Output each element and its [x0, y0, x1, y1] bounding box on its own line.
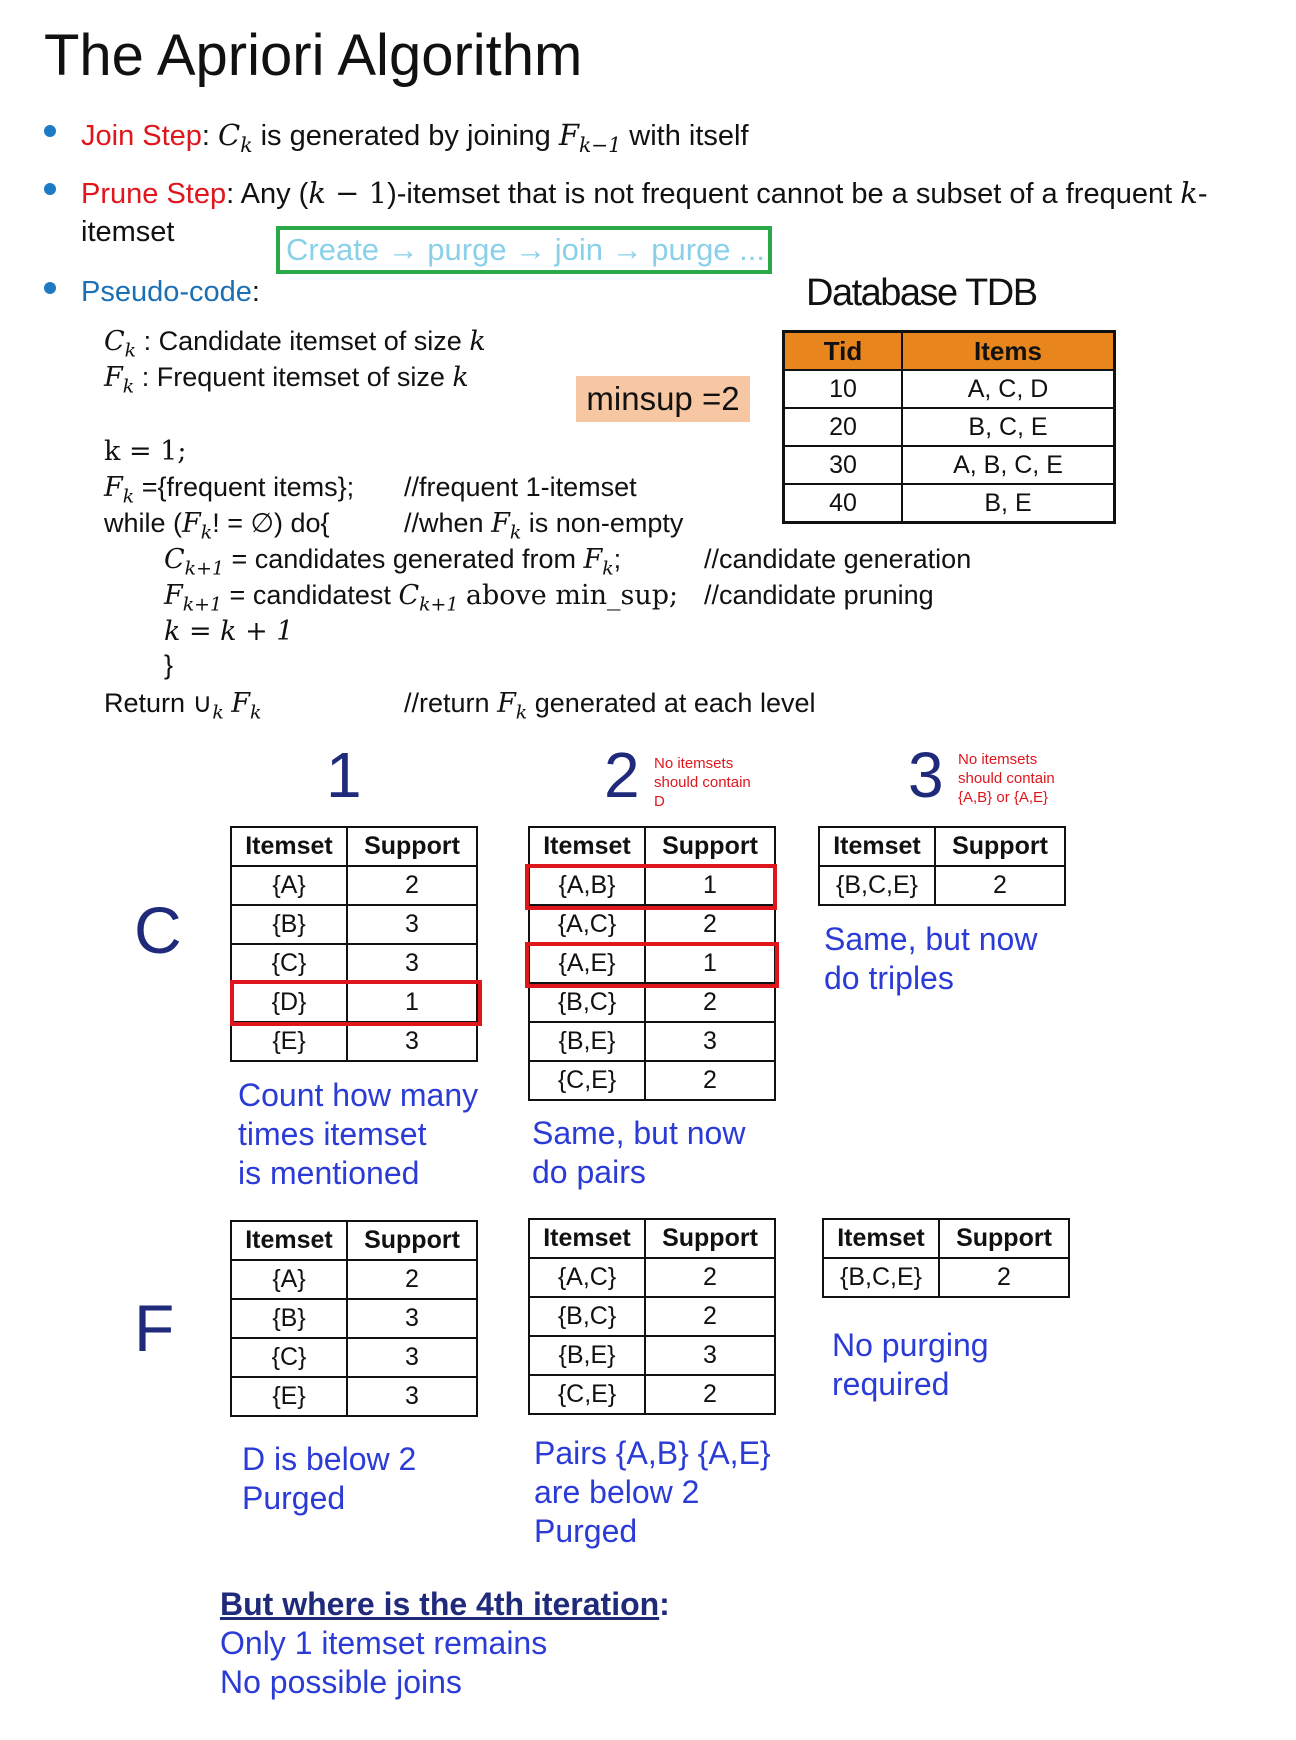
create-purge-join-box: Create → purge → join → purge ... [276, 226, 772, 274]
c2-highlight-ae [525, 942, 779, 988]
frequent-row-label: F [134, 1291, 175, 1365]
candidate-row-label: C [134, 893, 182, 967]
support-cell: 2 [347, 866, 477, 905]
items-cell: A, B, C, E [902, 446, 1115, 484]
itemset-cell: {B,E} [529, 1336, 645, 1375]
table-row [823, 1258, 1069, 1297]
c1-highlight-d [230, 980, 482, 1026]
itemset-header: Itemset [823, 1219, 939, 1258]
items-header: Items [902, 332, 1115, 371]
support-cell: 3 [347, 1338, 477, 1377]
c1-description: Count how many times itemset is mentioned [238, 1077, 479, 1191]
table-row [231, 1377, 477, 1416]
code-candidates-comment: //candidate generation [704, 544, 972, 574]
table-row [231, 1022, 477, 1061]
support-cell: 2 [347, 1260, 477, 1299]
support-cell: 2 [645, 1297, 775, 1336]
table-row [529, 1022, 775, 1061]
bullet-dot [44, 183, 56, 195]
table-row [231, 866, 477, 905]
code-return: Return $\cup_k$ $F_k$ [104, 688, 262, 724]
itemset-cell: {C,E} [529, 1061, 645, 1100]
table-row [231, 905, 477, 944]
table-row [529, 1375, 775, 1414]
code-while: while ($F_k$! = ∅) do{ [104, 508, 330, 544]
table-header-row [529, 1219, 775, 1258]
code-fk-init-comment: //frequent 1-itemset [404, 472, 637, 502]
table-row [784, 446, 1115, 484]
itemset-cell: {A,C} [529, 1258, 645, 1297]
f2-table [528, 1218, 776, 1415]
support-cell: 2 [935, 866, 1065, 905]
f3-description: No purging required [832, 1327, 989, 1402]
join-step-bullet: Join Step: $C_k$ is generated by joining $F_{k-1}$ with itself [81, 118, 749, 157]
support-cell: 3 [645, 1022, 775, 1061]
iteration-1-label: 1 [326, 739, 362, 811]
support-cell: 2 [645, 905, 775, 944]
support-cell: 2 [645, 1375, 775, 1414]
support-cell: 2 [645, 1061, 775, 1100]
c3-description: Same, but now do triples [824, 921, 1038, 996]
items-cell: B, C, E [902, 408, 1115, 446]
c2-description: Same, but now do pairs [532, 1115, 746, 1190]
itemset-cell: {A} [231, 866, 347, 905]
table-row [529, 983, 775, 1022]
c1-table [230, 826, 478, 1062]
support-header: Support [939, 1219, 1069, 1258]
support-cell: 2 [645, 1258, 775, 1297]
table-row [784, 408, 1115, 446]
table-row [529, 1336, 775, 1375]
itemset-cell: {B,C} [529, 983, 645, 1022]
join-text-b: with itself [629, 120, 749, 152]
support-header: Support [347, 827, 477, 866]
table-header-row [231, 1221, 477, 1260]
iteration-2-label: 2 [604, 739, 640, 811]
table-row [529, 1258, 775, 1297]
support-cell: 2 [939, 1258, 1069, 1297]
tid-cell: 30 [784, 446, 903, 484]
itemset-cell: {B,C,E} [819, 866, 935, 905]
support-cell: 1 [645, 944, 775, 983]
itemset-cell: {B} [231, 1299, 347, 1338]
f1-description: D is below 2 Purged [242, 1441, 417, 1516]
minsup-badge: minsup =2 [576, 376, 750, 422]
support-cell: 3 [347, 1022, 477, 1061]
items-cell: A, C, D [902, 370, 1115, 408]
code-prune-comment: //candidate pruning [704, 580, 934, 610]
ck-definition: $C_k$ : Candidate itemset of size k [104, 326, 486, 362]
f2-description: Pairs {A,B} {A,E} are below 2 Purged [534, 1435, 771, 1549]
prune-step-continued: itemset [81, 216, 175, 248]
database-tdb-title: Database TDB [806, 272, 1037, 314]
iteration-3-note: No itemsets should contain {A,B} or {A,E} [958, 751, 1055, 806]
itemset-cell: {C} [231, 944, 347, 983]
code-while-comment: //when $F_k$ is non-empty [404, 508, 684, 544]
itemset-cell: {C} [231, 1338, 347, 1377]
f3-table [822, 1218, 1070, 1298]
table-row [784, 484, 1115, 523]
table-row [231, 1299, 477, 1338]
prune-step-label: Prune Step [81, 178, 227, 210]
itemset-cell: {A,E} [529, 944, 645, 983]
itemset-cell: {A} [231, 1260, 347, 1299]
prune-step-bullet: Prune Step: Any (k − 1)-itemset that is not frequent cannot be a subset of a frequent k- [81, 176, 1208, 210]
itemset-cell: {B,E} [529, 1022, 645, 1061]
iteration-2-note: No itemsets should contain D [654, 755, 751, 810]
bullet-dot [44, 282, 56, 294]
table-header-row [784, 332, 1115, 371]
pseudo-code-label: Pseudo-code [81, 276, 252, 308]
code-fk-init: $F_k$ ={frequent items}; [104, 472, 355, 508]
table-header-row [529, 827, 775, 866]
support-cell: 1 [347, 983, 477, 1022]
table-header-row [231, 827, 477, 866]
table-row [784, 370, 1115, 408]
table-header-row [819, 827, 1065, 866]
itemset-cell: {C,E} [529, 1375, 645, 1414]
join-step-label: Join Step [81, 120, 202, 152]
code-close-brace: } [164, 650, 174, 680]
support-header: Support [645, 1219, 775, 1258]
table-header-row [823, 1219, 1069, 1258]
code-return-comment: //return $F_k$ generated at each level [404, 688, 816, 724]
support-cell: 2 [645, 983, 775, 1022]
tid-cell: 20 [784, 408, 903, 446]
tid-header: Tid [784, 332, 903, 371]
support-cell: 1 [645, 866, 775, 905]
c2-highlight-ab [525, 864, 777, 910]
code-k-increment: k = k + 1 [164, 616, 294, 647]
itemset-cell: {E} [231, 1022, 347, 1061]
bullet-dot [44, 125, 56, 137]
table-row [231, 944, 477, 983]
support-header: Support [645, 827, 775, 866]
c3-table [818, 826, 1066, 906]
itemset-cell: {E} [231, 1377, 347, 1416]
tid-cell: 40 [784, 484, 903, 523]
itemset-cell: {B,C,E} [823, 1258, 939, 1297]
iteration-3-label: 3 [908, 739, 944, 811]
itemset-header: Itemset [231, 827, 347, 866]
code-candidates: $C_{k+1}$ = candidates generated from $F_k$; [164, 544, 622, 580]
itemset-cell: {B} [231, 905, 347, 944]
table-row [819, 866, 1065, 905]
itemset-cell: {B,C} [529, 1297, 645, 1336]
fourth-iteration-question: But where is the 4th iteration: [220, 1586, 670, 1622]
table-row [529, 1061, 775, 1100]
itemset-cell: {A,B} [529, 866, 645, 905]
table-row [529, 905, 775, 944]
database-tdb-table [782, 330, 1116, 524]
support-cell: 3 [347, 905, 477, 944]
f1-table [230, 1220, 478, 1417]
code-k-init: k = 1; [104, 436, 187, 467]
itemset-cell: {A,C} [529, 905, 645, 944]
fk-definition: $F_k$ : Frequent itemset of size k [104, 362, 469, 398]
tid-cell: 10 [784, 370, 903, 408]
support-cell: 3 [347, 1377, 477, 1416]
support-header: Support [347, 1221, 477, 1260]
itemset-cell: {D} [231, 983, 347, 1022]
support-cell: 3 [347, 944, 477, 983]
support-cell: 3 [347, 1299, 477, 1338]
itemset-header: Itemset [529, 1219, 645, 1258]
table-row [529, 1297, 775, 1336]
table-row [231, 1338, 477, 1377]
support-header: Support [935, 827, 1065, 866]
pseudo-code-bullet: Pseudo-code: [81, 276, 260, 308]
items-cell: B, E [902, 484, 1115, 523]
itemset-header: Itemset [529, 827, 645, 866]
code-prune: $F_{k+1}$ = candidatest $C_{k+1}$ above min_sup; [164, 580, 679, 616]
itemset-header: Itemset [231, 1221, 347, 1260]
join-text-a: is generated by joining [260, 120, 551, 152]
page-title: The Apriori Algorithm [44, 23, 583, 88]
fourth-iteration-answer: Only 1 itemset remains No possible joins [220, 1625, 548, 1700]
itemset-header: Itemset [819, 827, 935, 866]
table-row [231, 1260, 477, 1299]
support-cell: 3 [645, 1336, 775, 1375]
